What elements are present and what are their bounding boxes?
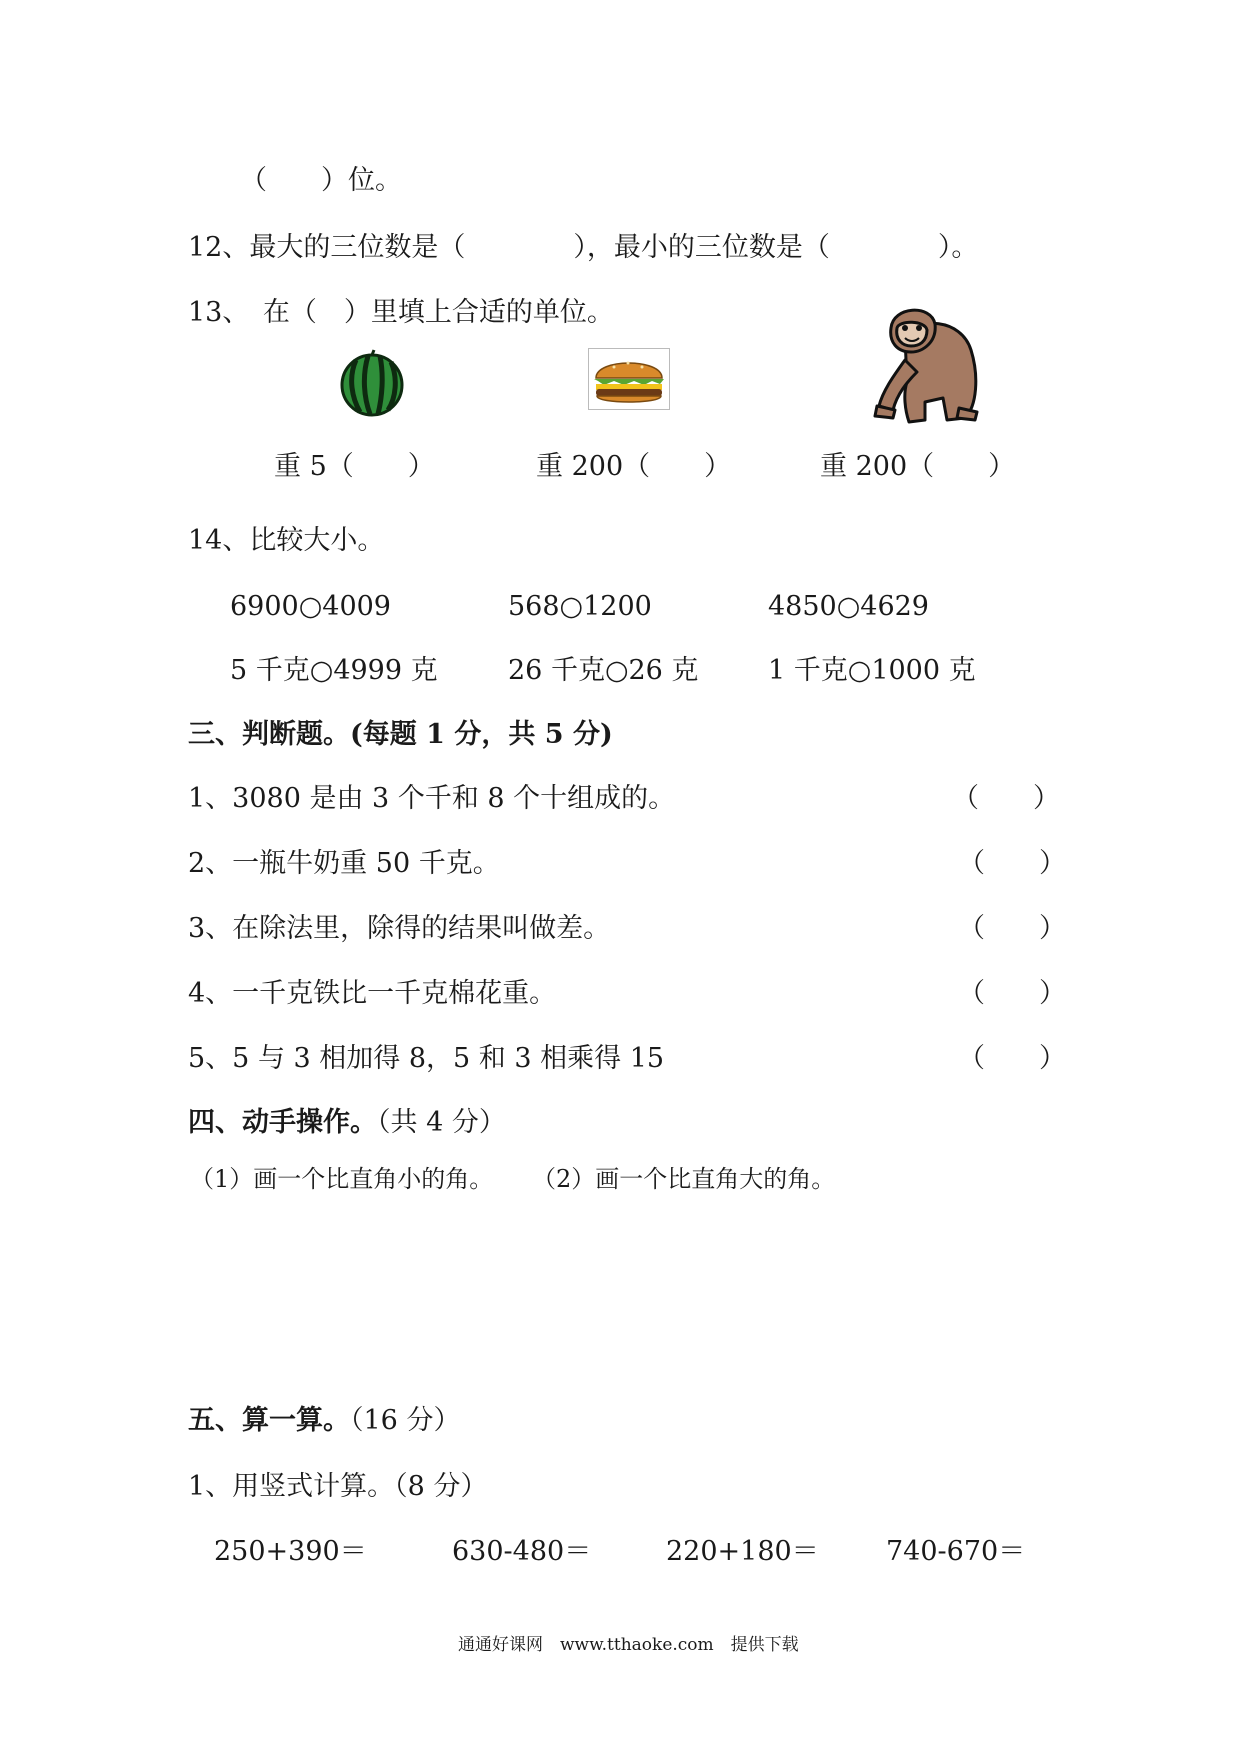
compare-item: 1 千克○1000 克 [768,655,976,686]
hamburger-icon [588,348,670,410]
section-4-heading [188,1106,506,1140]
gorilla-icon [865,298,991,426]
section-5-heading-score: （16 分） [350,1405,461,1436]
judge-answer-blank: （ ） [958,913,1066,944]
judge-answer-blank: （ ） [958,848,1066,879]
draw-task-2: （2）画一个比直角大的角。 [532,1165,836,1193]
q13-item-gorilla-label: 重 200（ ） [820,451,1016,482]
question-14-title: 14、比较大小。 [188,525,385,556]
q11-tail: （ ）位。 [240,165,402,196]
section-4-heading-bold: 四、动手操作。 [188,1107,377,1138]
draw-task-1: （1）画一个比直角小的角。 [190,1165,494,1193]
judge-item: 1、3080 是由 3 个千和 8 个十组成的。 [188,783,676,814]
calc-problem: 630-480＝ [452,1536,592,1567]
judge-answer-blank: （ ） [958,1043,1066,1074]
q13-item-hamburger-label: 重 200（ ） [536,451,732,482]
section-4-heading-score: （共 4 分） [377,1107,506,1138]
calc-problem: 740-670＝ [886,1536,1026,1567]
compare-item: 568○1200 [508,591,652,622]
compare-item: 6900○4009 [230,591,391,622]
compare-item: 26 千克○26 克 [508,655,699,686]
section-5-sub-1: 1、用竖式计算。（8 分） [188,1471,488,1502]
compare-item: 4850○4629 [768,591,929,622]
judge-item: 4、一千克铁比一千克棉花重。 [188,978,557,1009]
judge-answer-blank: （ ） [952,783,1060,814]
judge-answer-blank: （ ） [958,978,1066,1009]
watermelon-icon [336,348,408,418]
section-5-heading-bold: 五、算一算。 [188,1405,350,1436]
calc-problem: 220+180＝ [666,1536,819,1567]
judge-item: 3、在除法里，除得的结果叫做差。 [188,913,611,944]
section-3-heading: 三、判断题。(每题 1 分，共 5 分) [188,719,613,750]
compare-item: 5 千克○4999 克 [230,655,438,686]
section-5-heading [188,1404,460,1438]
page-footer: 通通好课网 www.tthaoke.com 提供下载 [458,1635,799,1655]
question-12: 12、最大的三位数是（ ），最小的三位数是（ ）。 [188,232,979,263]
q13-item-watermelon-label: 重 5（ ） [274,451,435,482]
question-13-title: 13、 在（ ）里填上合适的单位。 [188,297,614,328]
judge-item: 5、5 与 3 相加得 8，5 和 3 相乘得 15 [188,1043,665,1074]
calc-problem: 250+390＝ [214,1536,367,1567]
judge-item: 2、一瓶牛奶重 50 千克。 [188,848,500,879]
